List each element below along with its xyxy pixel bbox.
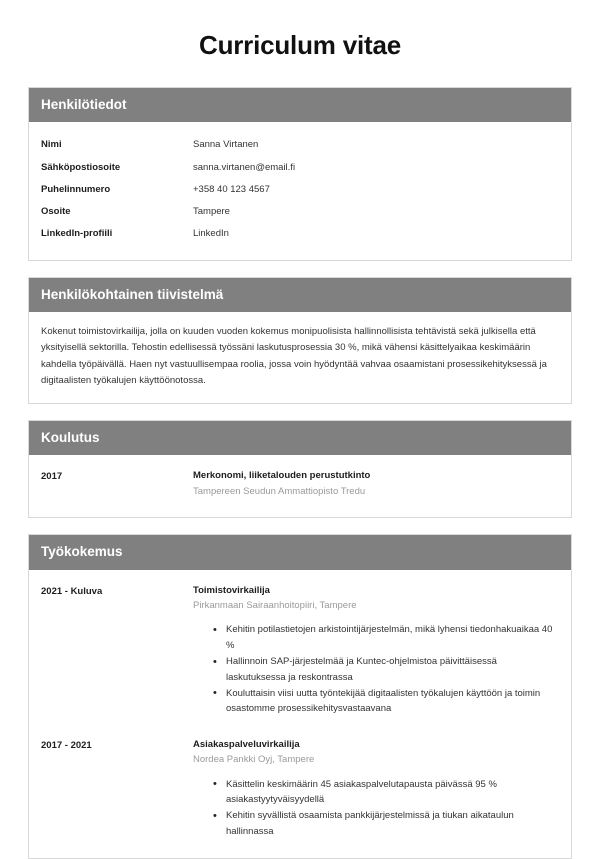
entry-date: 2021 - Kuluva [41,585,103,597]
personal-info-body [29,122,571,259]
summary-body [29,312,571,403]
linkedin-link[interactable]: LinkedIn [193,228,229,240]
info-row [41,179,559,201]
list-item: • Kehitin potilastietojen arkistointijärjestelmän, mikä lyhensi tiedonhakuaikaa 40 % [213,622,559,653]
list-item: • Hallinnoin SAP-järjestelmää ja Kuntec-ohjelmistoa päivittäisessä laskutuksessa ja reskontrassa [213,654,559,685]
info-value: sanna.virtanen@email.fi [193,161,296,173]
entry-title: Asiakaspalveluvirkailija [193,738,300,750]
entry-title: Toimistovirkailija [193,584,270,596]
info-label: Nimi [41,139,62,151]
education-entry [41,467,559,503]
entry-organization: Tampereen Seudun Ammattiopisto Tredu [193,486,366,498]
info-label: Sähköpostiosoite [41,161,121,173]
entry-organization: Pirkanmaan Sairaanhoitopiiri, Tampere [193,600,357,612]
info-value: Sanna Virtanen [193,139,259,151]
info-label: LinkedIn-profiili [41,228,113,240]
entry-main [193,469,559,499]
education-body [29,455,571,517]
info-row [41,201,559,223]
section-personal-info [28,87,572,260]
section-header-experience: Työkokemus [29,535,571,569]
page-title: Curriculum vitae [199,30,401,60]
info-row [41,134,559,156]
entry-date: 2017 [41,471,63,483]
info-row [41,157,559,179]
info-label: Osoite [41,206,71,218]
experience-entry [41,736,559,844]
section-experience [28,534,572,859]
entry-bullet-list [193,777,559,840]
entry-date: 2017 - 2021 [41,739,92,751]
list-item: • Kouluttaisin viisi uutta työntekijää digitaalisten työkalujen käyttöön ja toimin osastomme prosessikehitysvastaavana [213,686,559,717]
info-value: +358 40 123 4567 [193,183,270,195]
section-header-education: Koulutus [29,421,571,455]
section-education [28,420,572,518]
info-label: Puhelinnumero [41,183,111,195]
section-header-personal-info: Henkilötiedot [29,88,571,122]
entry-title: Merkonomi, liiketalouden perustutkinto [193,470,371,482]
info-row [41,223,559,245]
summary-text: Kokenut toimistovirkailija, jolla on kuuden vuoden kokemus monipuolisista hallinnollisista tehtävistä sekä julkisella että yksityisellä sektorilla. Tehostin edellisessä työssäni laskutusprosessia 30 %, mikä vähensi käsittelyaikaa keskimäärin kahdella työpäivällä. Haen nyt vastuullisempaa roolia, jossa voin hyödyntää vahvaa osaamistani prosessikehityksessä ja digitaalisten työkalujen käyttöönotossa. [41,325,547,386]
section-header-summary: Henkilökohtainen tiivistelmä [29,278,571,312]
entry-main [193,584,559,718]
experience-entry [41,582,559,722]
experience-body [29,570,571,859]
entry-main [193,738,559,840]
info-value: Tampere [193,206,230,218]
list-item: • Kehitin syvällistä osaamista pankkijärjestelmissä ja tiukan aikataulun hallinnassa [213,808,559,839]
list-item: • Käsittelin keskimäärin 45 asiakaspalvelutapausta päivässä 95 % asiakastyytyväisyydellä [213,777,559,808]
entry-organization: Nordea Pankki Oyj, Tampere [193,754,315,766]
section-summary [28,277,572,405]
entry-bullet-list [193,622,559,716]
